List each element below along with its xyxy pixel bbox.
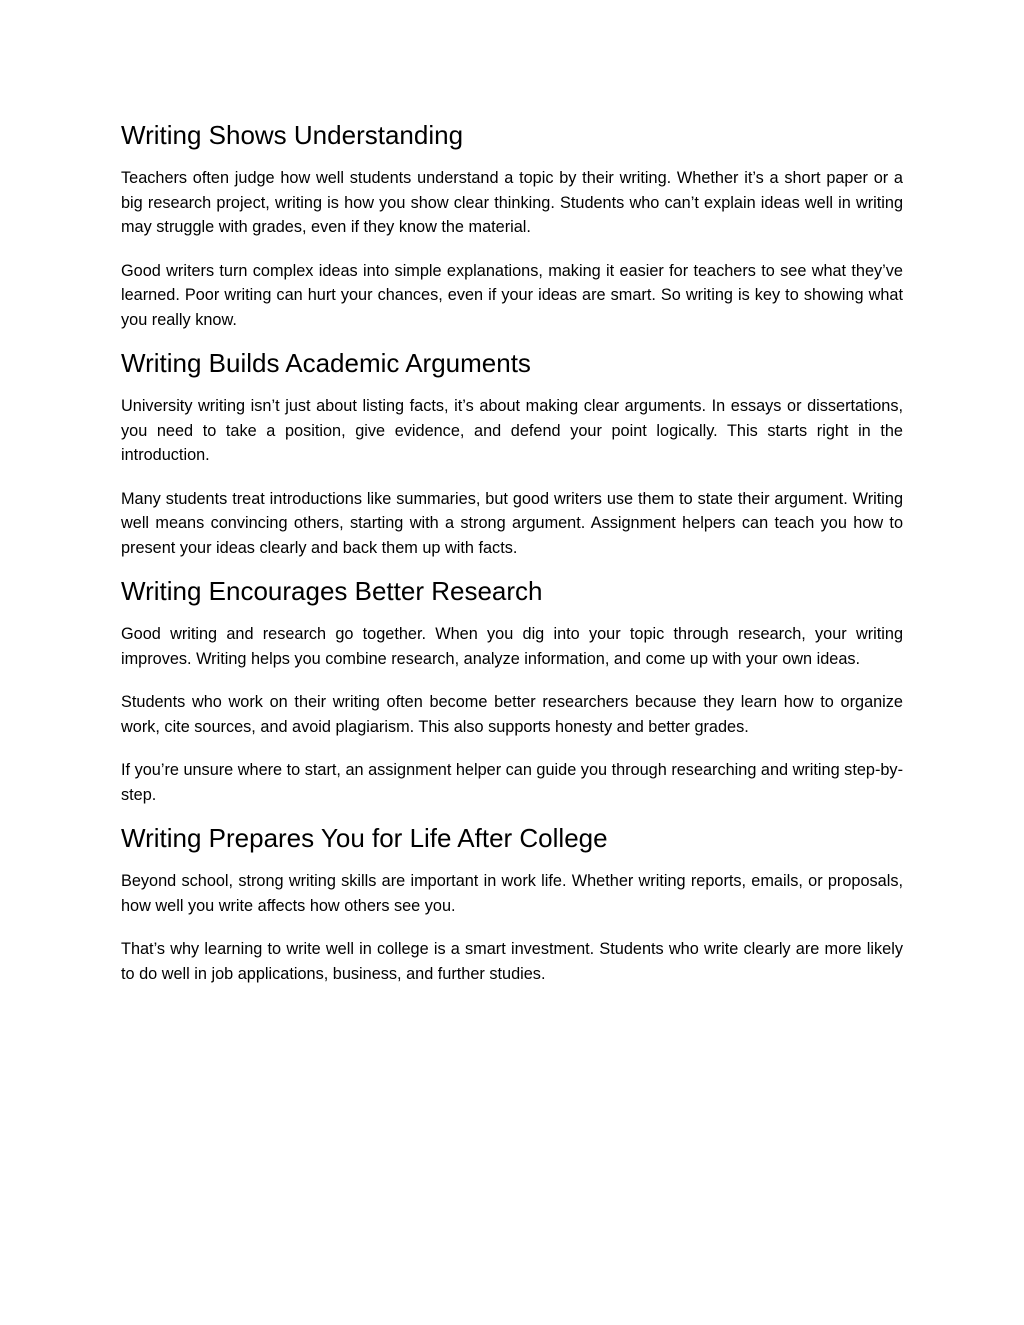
section-life-after-college — [121, 821, 903, 986]
section-arguments — [121, 346, 903, 560]
section-understanding — [121, 118, 903, 332]
paragraph: Beyond school, strong writing skills are important in work life. Whether writing reports, emails, or proposals, how well you write affects how others see you. — [121, 872, 903, 915]
paragraph: Teachers often judge how well students understand a topic by their writing. Whether it’s a short paper or a big research project, writing is how you show clear thinking. Students who can’t explain ideas well in writing may struggle with grades, even if they know the material. — [121, 169, 903, 236]
section-research — [121, 574, 903, 807]
paragraph: That’s why learning to write well in college is a smart investment. Students who write clearly are more likely to do well in job applications, business, and further studies. — [121, 940, 903, 983]
paragraph: Good writing and research go together. When you dig into your topic through research, your writing improves. Writing helps you combine research, analyze information, and come up with your own ideas. — [121, 625, 903, 668]
paragraph: Students who work on their writing often become better researchers because they learn how to organize work, cite sources, and avoid plagiarism. This also supports honesty and better grades. — [121, 693, 903, 736]
paragraph: University writing isn’t just about listing facts, it’s about making clear arguments. In essays or dissertations, you need to take a position, give evidence, and defend your point logically. This starts right in the introduction. — [121, 397, 903, 464]
section-heading: Writing Prepares You for Life After College — [121, 823, 608, 853]
paragraph: Good writers turn complex ideas into simple explanations, making it easier for teachers to see what they’ve learned. Poor writing can hurt your chances, even if your ideas are smart. So writing is key to showing what you really know. — [121, 261, 903, 329]
document-page — [121, 118, 903, 1000]
section-heading: Writing Shows Understanding — [121, 120, 464, 150]
paragraph: If you’re unsure where to start, an assignment helper can guide you through researching and writing step-by-step. — [121, 761, 903, 804]
paragraph: Many students treat introductions like summaries, but good writers use them to state their argument. Writing well means convincing others, starting with a strong argument. Assignment helpers can teach you how to present your ideas clearly and back them up with facts. — [121, 489, 903, 557]
section-heading: Writing Encourages Better Research — [121, 576, 543, 606]
section-heading: Writing Builds Academic Arguments — [121, 348, 531, 378]
